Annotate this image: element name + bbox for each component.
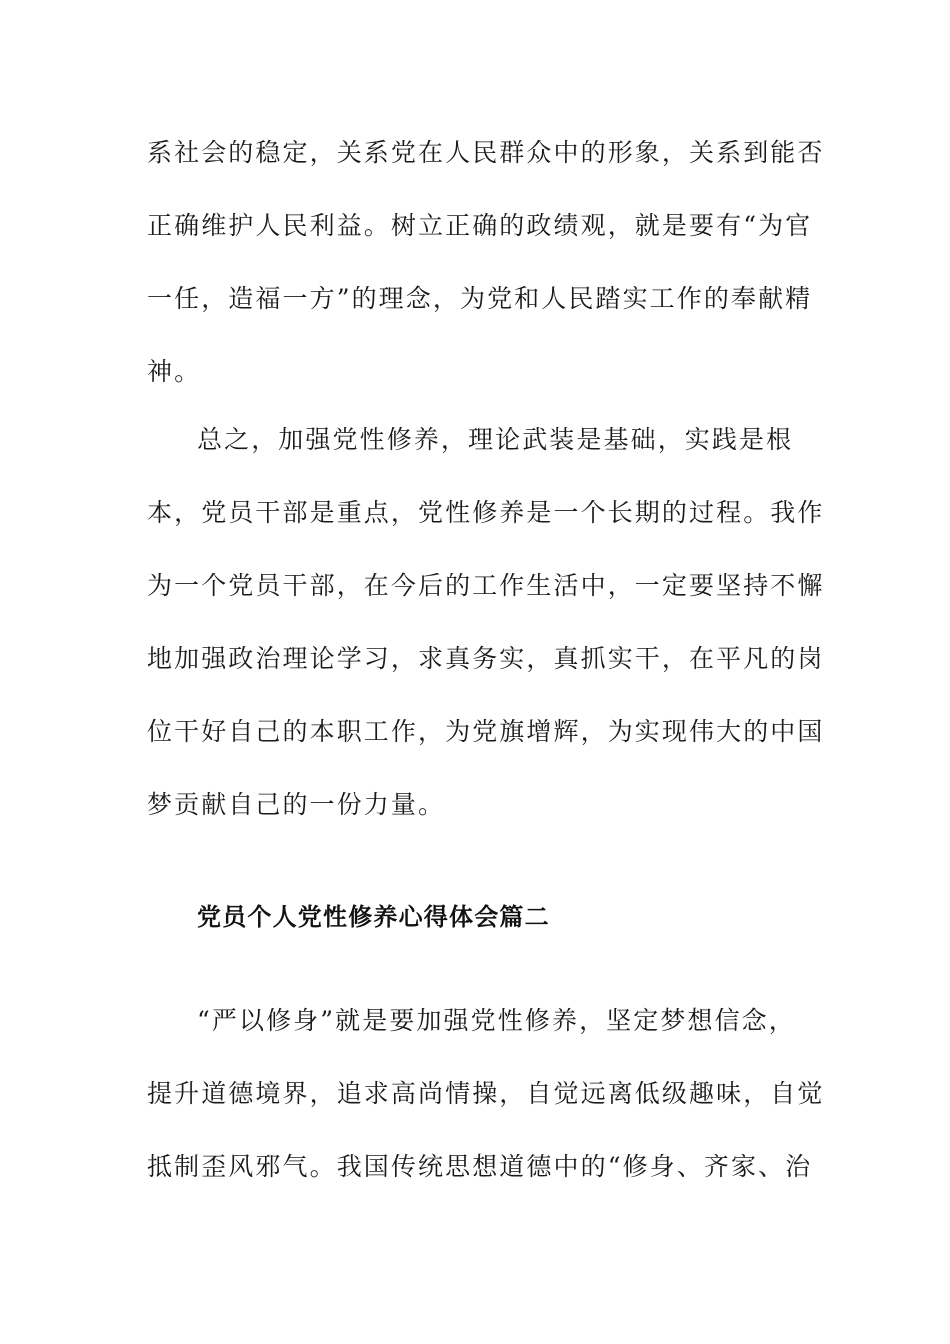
paragraph-line: 系社会的稳定，关系党在人民群众中的形象，关系到能否 [147, 138, 825, 167]
paragraph-line: 总之，加强党性修养，理论武装是基础，实践是根 [197, 425, 794, 454]
paragraph-line: 抵制歪风邪气。我国传统思想道德中的“修身、齐家、治 [147, 1152, 813, 1181]
paragraph-line: 神。 [147, 357, 202, 386]
paragraph-line: “严以修身”就是要加强党性修养，坚定梦想信念， [197, 1006, 796, 1035]
paragraph-line: 为一个党员干部，在今后的工作生活中，一定要坚持不懈 [147, 571, 825, 600]
paragraph-line: 正确维护人民利益。树立正确的政绩观，就是要有“为官 [147, 211, 813, 240]
section-heading: 党员个人党性修养心得体会篇二 [197, 903, 550, 931]
paragraph-line: 提升道德境界，追求高尚情操，自觉远离低级趣味，自觉 [147, 1079, 825, 1108]
paragraph-line: 本，党员干部是重点，党性修养是一个长期的过程。我作 [147, 498, 825, 527]
paragraph-line: 位干好自己的本职工作，为党旗增辉，为实现伟大的中国 [147, 717, 825, 746]
paragraph-line: 一任，造福一方”的理念，为党和人民踏实工作的奉献精 [147, 284, 813, 313]
paragraph-line: 地加强政治理论学习，求真务实，真抓实干，在平凡的岗 [147, 644, 825, 673]
paragraph-line: 梦贡献自己的一份力量。 [147, 790, 446, 819]
